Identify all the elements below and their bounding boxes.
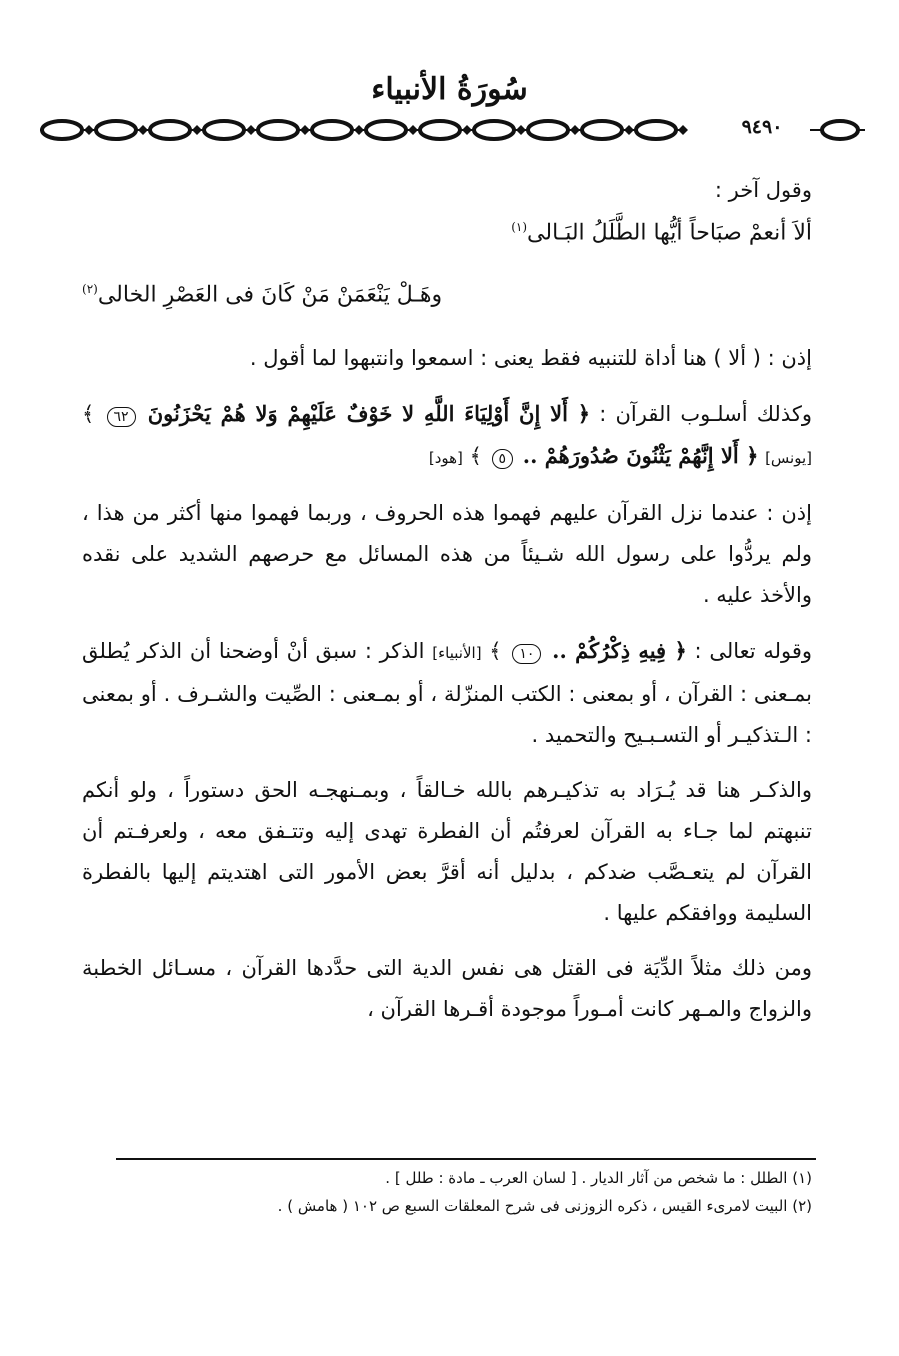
ayah-number: ١٠ <box>512 644 541 664</box>
page-number: ٩٤٩٠ <box>741 116 783 138</box>
footnotes <box>90 1164 812 1220</box>
footnote-1: (١) الطلل : ما شخص من آثار الديار . [ لسان العرب ـ مادة : طلل ] . <box>385 1169 812 1187</box>
border-diamond <box>516 125 526 135</box>
ayah-number: ٦٢ <box>107 407 136 427</box>
border-oval <box>258 121 298 139</box>
paragraph: إذن : ( ألا ) هنا أداة للتنبيه فقط يعنى : اسمعوا وانتبهوا لما أقول . <box>249 346 812 370</box>
verse-text: ألاَ أنعمْ صبَاحاً أيُّها الطَّلَلُ البَـالى <box>527 220 812 246</box>
border-oval <box>366 121 406 139</box>
surah-reference: [الأنبياء] <box>432 644 482 662</box>
border-diamond <box>354 125 364 135</box>
paragraph: والذكـر هنا قد يُـرَاد به تذكيـرهم بالله خـالقاً ، وبمـنهجـه الحق دستوراً ، ولو أنكم تنبهتم لما جـاء به القرآن لعرفتُم أن الفطرة تهدى إليه وتتـفق معه ، ولعرفـتم أن القرآن لم يتعـصَّب ضدكم ، بدليل أنه أقرَّ بعض الأمور التى اهتديتم إليها بالفطرة السليمة ووافقكم عليها . <box>82 778 812 925</box>
poetry-verse-1 <box>82 220 812 245</box>
border-diamond <box>192 125 202 135</box>
text-body <box>82 170 812 225</box>
intro-line: وقول آخر : <box>714 178 812 202</box>
border-oval <box>150 121 190 139</box>
border-diamond <box>678 125 688 135</box>
quran-verse: ﴿ أَلا إِنَّهُمْ يَثْنُونَ صُدُورَهُمْ .. <box>522 443 759 468</box>
footnote-marker: (٢) <box>82 282 98 296</box>
border-diamond <box>246 125 256 135</box>
poetry-verse-2 <box>82 282 812 307</box>
text-body-main <box>82 338 812 1044</box>
paragraph-dhikr: وقوله تعالى : ﴿ فِيهِ ذِكْرُكُمْ .. ١٠ ﴾ [الأنبياء] الذكر : سبق أنْ أوضحنا أن الذكر يُطلق بمـعنى : القرآن ، أو بمعنى : الكتب المنزّلة ، أو بمـعنى : الصِّيت والشـرف . أو بمعنى : الـتذكيـر أو التسـبـيح والتحميد . <box>82 638 813 747</box>
surah-reference: [هود] <box>428 449 463 467</box>
surah-reference: [يونس] <box>765 449 812 467</box>
border-oval <box>636 121 676 139</box>
footnote-divider <box>116 1158 816 1160</box>
quran-verse: ﴿ فِيهِ ذِكْرُكُمْ .. <box>552 638 687 663</box>
paragraph-quran-examples: وكذلك أسلـوب القرآن : ﴿ أَلا إِنَّ أَوْلِيَاءَ اللَّهِ لا خَوْفٌ عَلَيْهِمْ وَلا هُمْ يَحْزَنُونَ ٦٢ ﴾ [يونس] ﴿ أَلا إِنَّهُمْ يَثْنُونَ صُدُورَهُمْ .. ٥ ﴾ [هود] <box>82 401 812 468</box>
border-diamond <box>84 125 94 135</box>
footnote-2: (٢) البيت لامرىء القيس ، ذكره الزوزنى فى شرح المعلقات السبع ص ١٠٢ ( هامش ) . <box>277 1197 812 1215</box>
quran-verse: ﴿ أَلا إِنَّ أَوْلِيَاءَ اللَّهِ لا خَوْفٌ عَلَيْهِمْ وَلا هُمْ يَحْزَنُونَ <box>147 401 591 426</box>
paragraph: إذن : عندما نزل القرآن عليهم فهموا هذه الحروف ، وربما فهموا منها أكثر من هذا ، ولم يردُّوا على رسول الله شـيئاً من هذه المسائل مع حرصهم الشديد على نقده والأخذ عليه . <box>82 501 812 607</box>
border-oval <box>204 121 244 139</box>
border-oval <box>474 121 514 139</box>
border-oval <box>312 121 352 139</box>
paragraph: ومن ذلك مثلاً الدِّيَة فى القتل هى نفس الدية التى حدَّدها القرآن ، مسـائل الخطبة والزواج والمـهر كانت أمـوراً موجودة أقـرها القرآن ، <box>82 956 812 1021</box>
border-diamond <box>138 125 148 135</box>
border-diamond <box>462 125 472 135</box>
border-oval <box>582 121 622 139</box>
border-diamond <box>408 125 418 135</box>
border-oval <box>822 121 858 139</box>
border-diamond <box>300 125 310 135</box>
footnote-marker: (١) <box>511 220 528 234</box>
border-oval <box>42 121 82 139</box>
surah-title: سُورَةُ الأنبياء <box>371 72 528 107</box>
border-oval <box>96 121 136 139</box>
border-oval <box>420 121 460 139</box>
border-diamond <box>570 125 580 135</box>
border-oval <box>528 121 568 139</box>
ayah-number: ٥ <box>492 449 514 469</box>
border-diamond <box>624 125 634 135</box>
verse-text: وهَـلْ يَنْعَمَنْ مَنْ كَانَ فى العَصْرِ الخالى <box>97 282 443 308</box>
